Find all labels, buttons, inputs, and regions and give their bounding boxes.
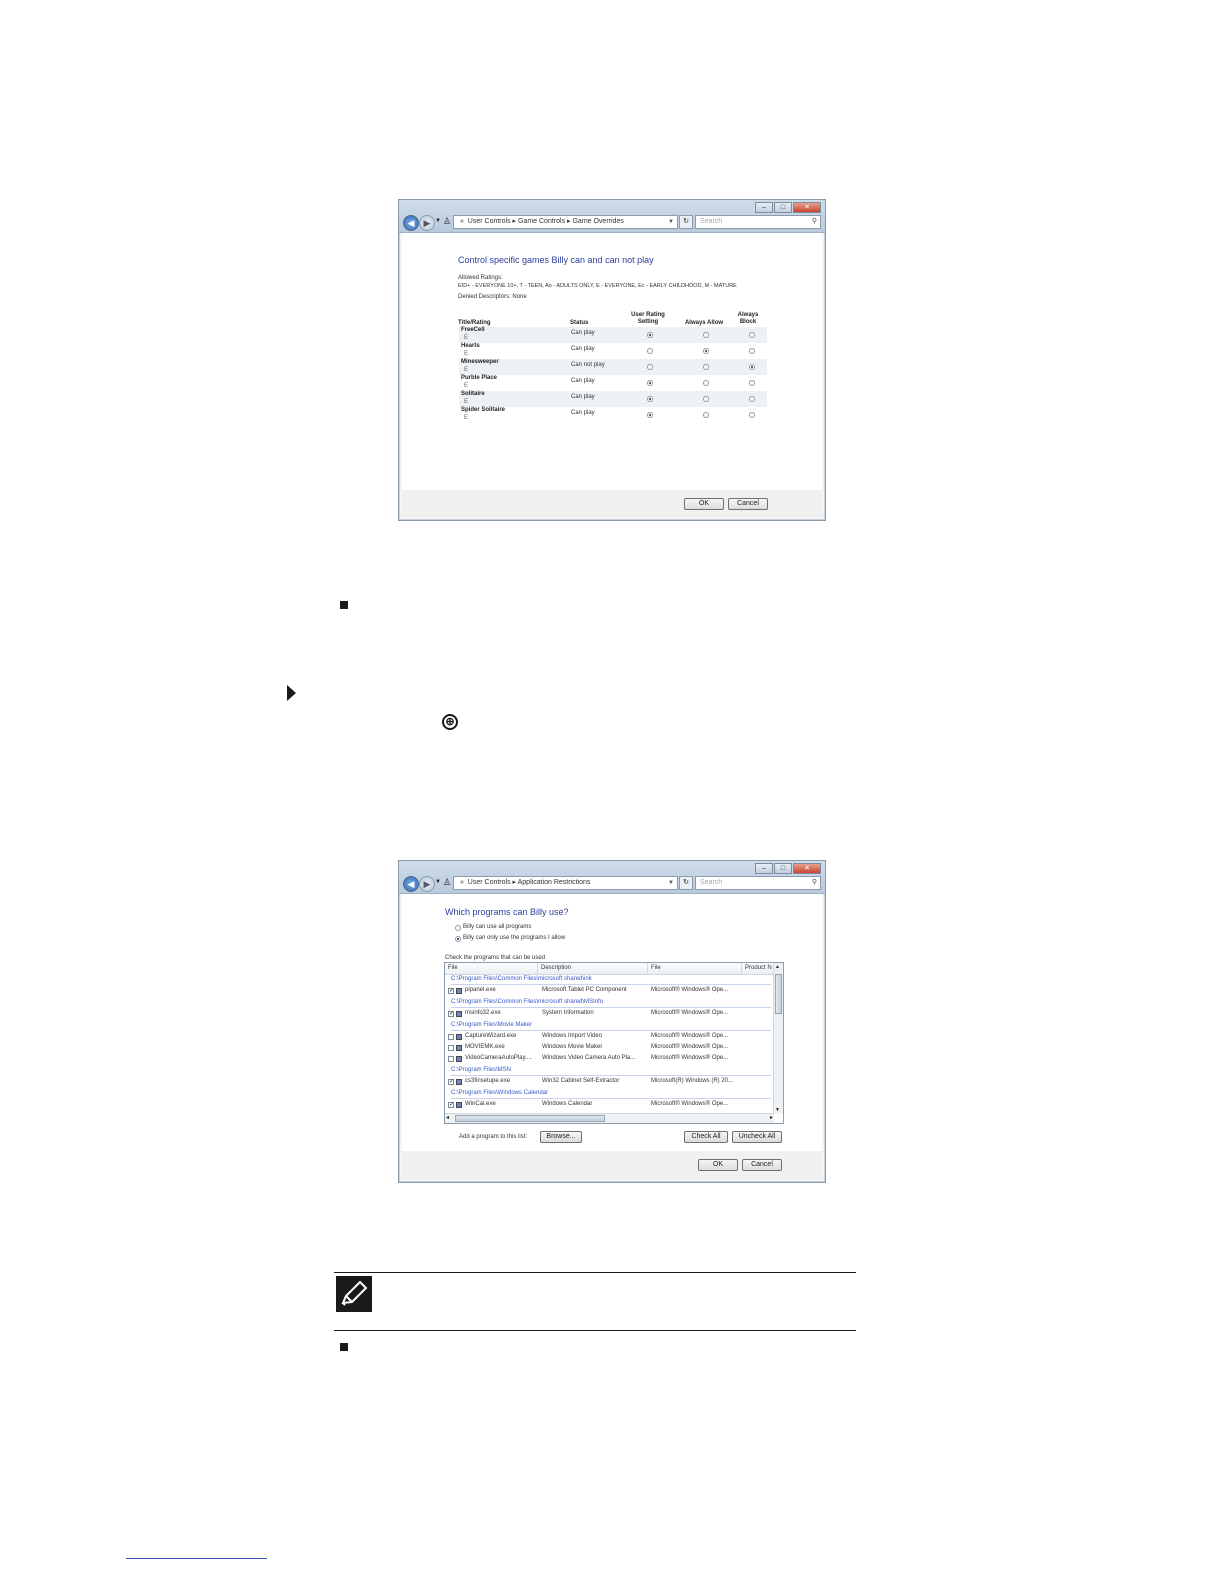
group-path: C:\Program Files\MSN bbox=[451, 1067, 512, 1073]
breadcrumb: « User Controls ▸ Game Controls ▸ Game Overrides bbox=[460, 218, 624, 225]
group-divider bbox=[451, 1075, 771, 1076]
program-checkbox[interactable] bbox=[448, 1034, 454, 1040]
window-controls bbox=[755, 202, 821, 213]
page-title: Control specific games Billy can and can not play bbox=[458, 255, 654, 265]
always-block-radio[interactable] bbox=[749, 348, 755, 354]
cancel-button[interactable]: Cancel bbox=[742, 1159, 782, 1171]
always-allow-radio[interactable] bbox=[703, 332, 709, 338]
group-divider bbox=[451, 1098, 771, 1099]
program-product: Microsoft® Windows® Ope... bbox=[651, 1033, 729, 1039]
game-status: Can play bbox=[571, 346, 595, 352]
program-file-icon bbox=[456, 988, 462, 994]
rating-marker: E bbox=[464, 351, 469, 357]
allowed-ratings-value: EID+ - EVERYONE 10+, T - TEEN, Ao - ADULTS ONLY, E - EVERYONE, Ec - EARLY CHILDHOOD, M - MATURE bbox=[458, 283, 737, 289]
always-allow-radio[interactable] bbox=[703, 380, 709, 386]
scroll-left-icon[interactable]: ◂ bbox=[446, 1115, 450, 1121]
breadcrumb-item[interactable]: User Controls bbox=[467, 879, 511, 886]
rating-marker: E bbox=[464, 335, 469, 341]
game-name: Solitaire bbox=[461, 391, 485, 397]
game-status: Can play bbox=[571, 330, 595, 336]
search-input[interactable] bbox=[695, 215, 821, 229]
game-status: Can play bbox=[571, 394, 595, 400]
rating-marker: E bbox=[464, 383, 469, 389]
vertical-scrollbar[interactable] bbox=[773, 963, 783, 1114]
program-checkbox[interactable]: ✓ bbox=[449, 988, 455, 994]
program-file-icon bbox=[456, 1079, 462, 1085]
column-separator bbox=[741, 963, 742, 974]
list-header bbox=[445, 963, 773, 975]
always-block-radio[interactable] bbox=[749, 380, 755, 386]
column-status: Status bbox=[570, 320, 589, 326]
program-file-icon bbox=[456, 1045, 462, 1051]
program-product: Microsoft® Windows® Ope... bbox=[651, 987, 729, 993]
option-allowed-programs-label[interactable]: Billy can only use the programs I allow bbox=[463, 935, 566, 941]
option-allowed-programs-radio[interactable] bbox=[455, 936, 461, 942]
program-file-icon bbox=[456, 1034, 462, 1040]
allowed-ratings-label: Allowed Ratings: bbox=[458, 275, 503, 281]
always-allow-radio[interactable] bbox=[703, 396, 709, 402]
program-file: pipanel.exe bbox=[465, 987, 496, 993]
refresh-button[interactable]: ↻ bbox=[679, 215, 693, 229]
game-row bbox=[459, 375, 767, 391]
check-all-button[interactable]: Check All bbox=[684, 1131, 728, 1143]
game-status: Can not play bbox=[571, 362, 605, 368]
refresh-button[interactable]: ↻ bbox=[679, 876, 693, 890]
group-divider bbox=[451, 1007, 771, 1008]
uncheck-all-button[interactable]: Uncheck All bbox=[732, 1131, 782, 1143]
forward-button[interactable]: ▶ bbox=[419, 876, 435, 892]
breadcrumb-item[interactable]: User Controls bbox=[467, 218, 511, 225]
column-separator bbox=[537, 963, 538, 974]
scroll-thumb[interactable] bbox=[775, 974, 782, 1014]
column-user-rating bbox=[622, 312, 674, 326]
rating-marker: E bbox=[464, 399, 469, 405]
always-block-radio[interactable] bbox=[749, 332, 755, 338]
program-description: Windows Movie Maker bbox=[542, 1044, 603, 1050]
cancel-button[interactable]: Cancel bbox=[728, 498, 768, 510]
add-program-label: Add a program to this list: bbox=[459, 1134, 528, 1140]
address-bar[interactable] bbox=[453, 876, 678, 890]
program-file-icon bbox=[456, 1056, 462, 1062]
dialog-footer bbox=[402, 1151, 822, 1179]
game-status: Can play bbox=[571, 378, 595, 384]
chevron-down-icon[interactable]: ▼ bbox=[668, 880, 674, 886]
column-user-rating-line1: User Rating bbox=[631, 312, 665, 318]
windows-start-icon: ⊕ bbox=[442, 714, 458, 730]
control-panel-icon: ♙ bbox=[443, 216, 452, 226]
program-file: cs3finsetupe.exe bbox=[465, 1078, 511, 1084]
search-input[interactable] bbox=[695, 876, 821, 890]
close-button[interactable]: ✕ bbox=[793, 863, 821, 874]
game-name: Minesweeper bbox=[461, 359, 499, 365]
always-allow-radio[interactable] bbox=[703, 348, 709, 354]
program-description: Win32 Cabinet Self-Extractor bbox=[542, 1078, 620, 1084]
page-title: Which programs can Billy use? bbox=[445, 907, 569, 917]
option-all-programs-radio[interactable] bbox=[455, 925, 461, 931]
game-row bbox=[459, 391, 767, 407]
game-row bbox=[459, 407, 767, 423]
program-file: msinfo32.exe bbox=[465, 1010, 501, 1016]
scroll-down-icon[interactable]: ▼ bbox=[775, 1107, 780, 1113]
scroll-up-icon[interactable]: ▲ bbox=[775, 964, 780, 970]
procedure-arrow-icon bbox=[287, 685, 296, 701]
search-icon[interactable]: ⚲ bbox=[811, 879, 817, 886]
content-pane bbox=[402, 894, 822, 1153]
maximize-button[interactable]: □ bbox=[774, 863, 792, 874]
program-file: CaptureWizard.exe bbox=[465, 1033, 517, 1039]
recent-pages-icon[interactable]: ▼ bbox=[435, 879, 441, 885]
column-always-allow: Always Allow bbox=[684, 320, 724, 326]
group-path: C:\Program Files\Windows Calendar bbox=[451, 1090, 549, 1096]
column-title-rating: Title/Rating bbox=[458, 320, 491, 326]
ok-button[interactable]: OK bbox=[684, 498, 724, 510]
denied-descriptors: Denied Descriptors: None bbox=[458, 294, 527, 300]
always-allow-radio[interactable] bbox=[703, 412, 709, 418]
program-product: Microsoft® Windows® Ope... bbox=[651, 1044, 729, 1050]
program-checkbox[interactable] bbox=[448, 1056, 454, 1062]
scroll-right-icon[interactable]: ▸ bbox=[769, 1115, 773, 1121]
game-name: Hearts bbox=[461, 343, 480, 349]
back-button[interactable]: ◀ bbox=[403, 876, 419, 892]
column-user-rating-line2: Setting bbox=[637, 319, 659, 325]
footer-link-rule bbox=[126, 1558, 267, 1559]
game-row bbox=[459, 327, 767, 343]
search-icon[interactable]: ⚲ bbox=[811, 218, 817, 225]
game-name: FreeCell bbox=[461, 327, 485, 333]
dialog-footer bbox=[402, 490, 822, 517]
application-restrictions-window bbox=[398, 860, 826, 1183]
column-product[interactable]: Product N bbox=[745, 965, 772, 971]
window-controls bbox=[755, 863, 821, 874]
scroll-thumb[interactable] bbox=[455, 1115, 605, 1122]
program-product: Microsoft® Windows® Ope... bbox=[651, 1010, 729, 1016]
group-divider bbox=[451, 984, 771, 985]
browse-button[interactable]: Browse... bbox=[540, 1131, 582, 1143]
program-checkbox[interactable] bbox=[448, 1045, 454, 1051]
program-file-icon bbox=[456, 1102, 462, 1108]
program-product: Microsoft® Windows® Ope... bbox=[651, 1055, 729, 1061]
game-status: Can play bbox=[571, 410, 595, 416]
breadcrumb: « User Controls ▸ Application Restrictions bbox=[460, 879, 591, 886]
breadcrumb-item[interactable]: Game Controls bbox=[518, 218, 566, 225]
group-path: C:\Program Files\Common Files\microsoft shared\ink bbox=[451, 976, 592, 982]
user-rating-radio[interactable] bbox=[647, 380, 653, 386]
column-file-version[interactable]: File bbox=[651, 965, 661, 971]
address-bar[interactable] bbox=[453, 215, 678, 229]
group-path: C:\Program Files\Common Files\microsoft shared\MSInfo bbox=[451, 999, 604, 1005]
program-file: MOVIEMK.exe bbox=[465, 1044, 505, 1050]
user-rating-radio[interactable] bbox=[647, 332, 653, 338]
content-pane bbox=[402, 233, 822, 492]
column-always-block-line2: Block bbox=[739, 319, 757, 325]
column-file[interactable]: File bbox=[448, 965, 458, 971]
minimize-button[interactable]: – bbox=[755, 863, 773, 874]
column-always-block bbox=[726, 312, 770, 326]
always-block-radio[interactable] bbox=[749, 412, 755, 418]
recent-pages-icon[interactable]: ▼ bbox=[435, 218, 441, 224]
tip-note-icon bbox=[336, 1276, 372, 1312]
game-name: Spider Solitaire bbox=[461, 407, 506, 413]
group-divider bbox=[451, 1030, 771, 1031]
always-block-radio[interactable] bbox=[749, 364, 755, 370]
option-all-programs-label[interactable]: Billy can use all programs bbox=[463, 924, 532, 930]
program-checkbox[interactable]: ✓ bbox=[449, 1102, 455, 1108]
back-button[interactable]: ◀ bbox=[403, 215, 419, 231]
game-row bbox=[459, 359, 767, 375]
program-product: Microsoft® Windows® Ope... bbox=[651, 1101, 729, 1107]
search-placeholder: Search bbox=[700, 879, 723, 886]
program-file: WinCal.exe bbox=[465, 1101, 496, 1107]
program-description: System Information bbox=[542, 1010, 594, 1016]
game-name: Purble Place bbox=[461, 375, 498, 381]
always-allow-radio[interactable] bbox=[703, 364, 709, 370]
program-description: Windows Video Camera Auto Pla... bbox=[542, 1055, 636, 1061]
user-rating-radio[interactable] bbox=[647, 412, 653, 418]
tip-bottom-rule bbox=[334, 1330, 856, 1331]
column-description[interactable]: Description bbox=[541, 965, 572, 971]
program-checkbox[interactable]: ✓ bbox=[449, 1079, 455, 1085]
control-panel-icon: ♙ bbox=[443, 877, 452, 887]
column-always-block-line1: Always bbox=[737, 312, 759, 318]
user-rating-radio[interactable] bbox=[647, 348, 653, 354]
program-checkbox[interactable]: ✓ bbox=[449, 1011, 455, 1017]
chevron-down-icon[interactable]: ▼ bbox=[668, 219, 674, 225]
end-of-section-bullet bbox=[340, 601, 348, 609]
end-of-section-bullet bbox=[340, 1343, 348, 1351]
program-description: Windows Calendar bbox=[542, 1101, 593, 1107]
pencil-icon bbox=[336, 1276, 372, 1312]
breadcrumb-item[interactable]: Game Overrides bbox=[572, 218, 624, 225]
always-block-radio[interactable] bbox=[749, 396, 755, 402]
horizontal-scrollbar[interactable] bbox=[445, 1113, 774, 1123]
program-file-icon bbox=[456, 1011, 462, 1017]
group-path: C:\Program Files\Movie Maker bbox=[451, 1022, 533, 1028]
program-description: Windows Import Video bbox=[542, 1033, 602, 1039]
rating-marker: E bbox=[464, 415, 469, 421]
forward-button[interactable]: ▶ bbox=[419, 215, 435, 231]
program-description: Microsoft Tablet PC Component bbox=[542, 987, 627, 993]
maximize-button[interactable]: □ bbox=[774, 202, 792, 213]
user-rating-radio[interactable] bbox=[647, 364, 653, 370]
search-placeholder: Search bbox=[700, 218, 723, 225]
game-row bbox=[459, 343, 767, 359]
check-programs-label: Check the programs that can be used bbox=[445, 955, 546, 961]
user-rating-radio[interactable] bbox=[647, 396, 653, 402]
close-button[interactable]: ✕ bbox=[793, 202, 821, 213]
rating-marker: E bbox=[464, 367, 469, 373]
game-overrides-window bbox=[398, 199, 826, 521]
programs-list[interactable] bbox=[444, 962, 784, 1124]
column-separator bbox=[647, 963, 648, 974]
ok-button[interactable]: OK bbox=[698, 1159, 738, 1171]
program-product: Microsoft(R) Windows (R) 20... bbox=[651, 1078, 734, 1084]
tip-top-rule bbox=[334, 1272, 856, 1273]
program-file: VideoCameraAutoPlay.... bbox=[465, 1055, 532, 1061]
minimize-button[interactable]: – bbox=[755, 202, 773, 213]
breadcrumb-item[interactable]: Application Restrictions bbox=[517, 879, 591, 886]
